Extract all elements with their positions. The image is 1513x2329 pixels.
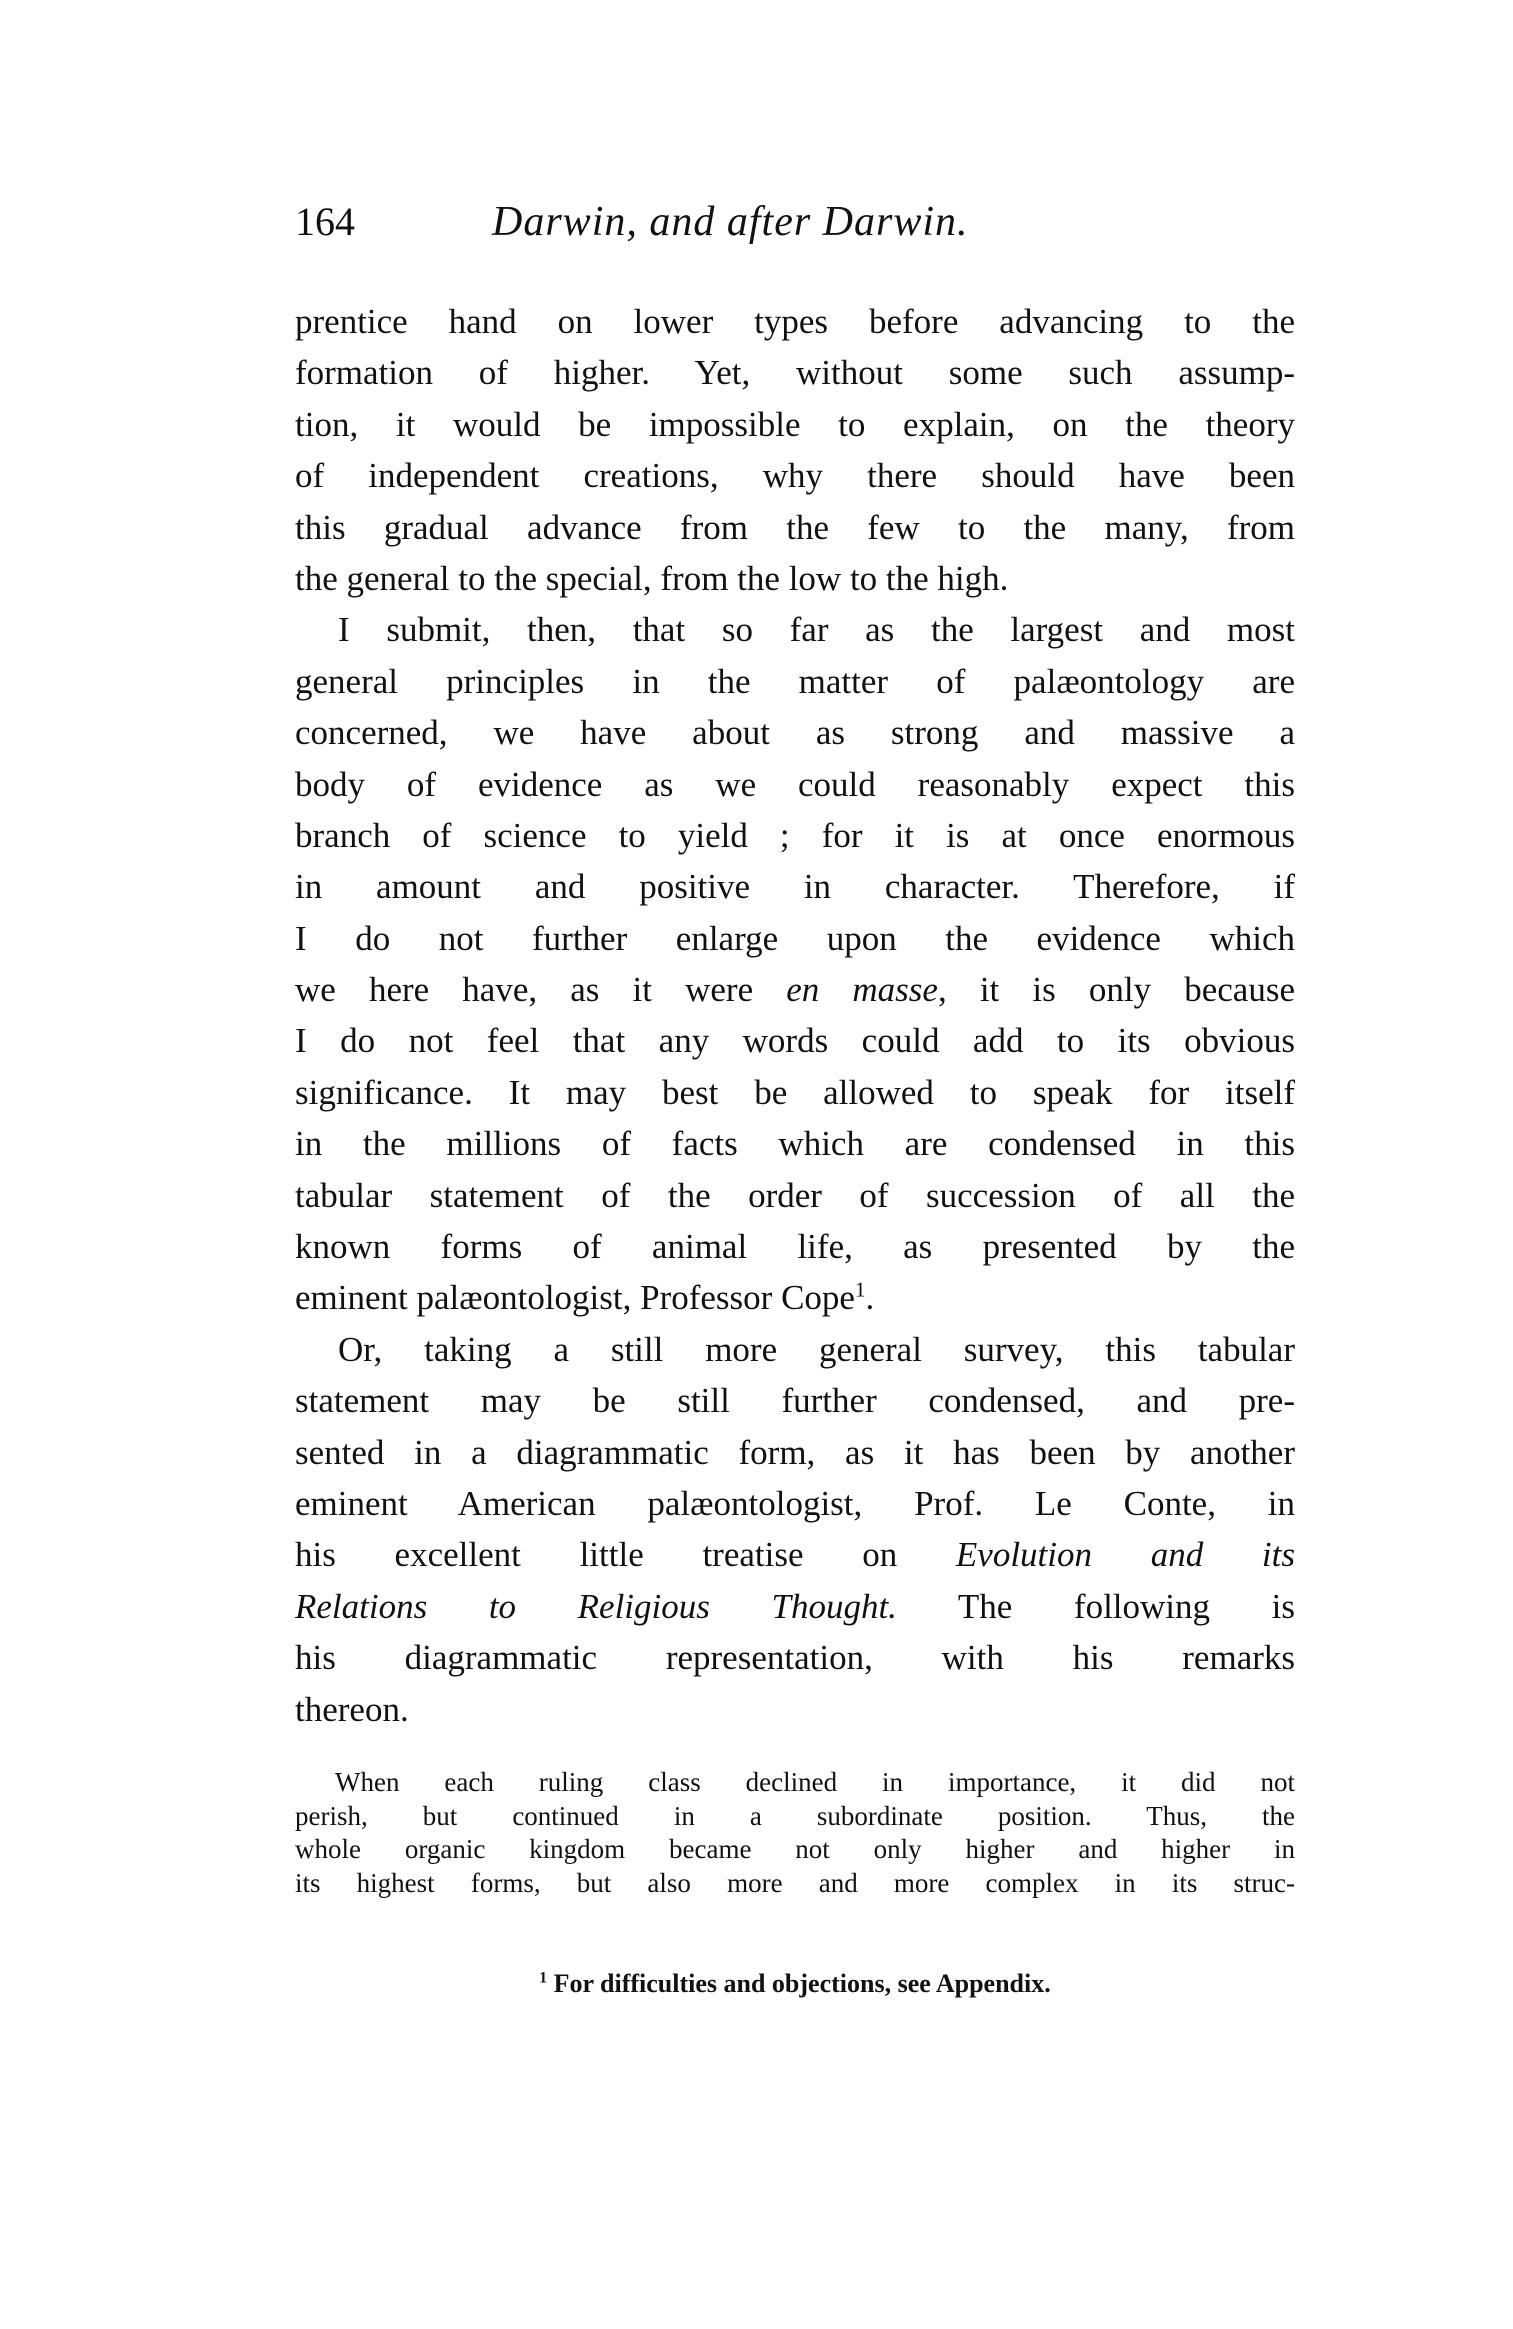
body-line: [295, 1529, 1295, 1580]
body-line: branch of science to yield ; for it is at once enormous: [295, 815, 1295, 855]
line-text: we here have, as it were: [295, 970, 787, 1010]
body-text: [295, 296, 1295, 1735]
body-line: tion, it would be impossible to explain, on the theory: [295, 404, 1295, 444]
body-line: [295, 1581, 1295, 1632]
running-title: Darwin, and after Darwin.: [492, 199, 969, 245]
quote-line: perish, but continued in a subordinate position. Thus, the: [295, 1800, 1295, 1831]
body-line: I do not further enlarge upon the evidence which: [295, 918, 1295, 958]
body-line: this gradual advance from the few to the many, from: [295, 507, 1295, 547]
quote-line: When each ruling class declined in importance, it did not: [335, 1767, 1295, 1797]
body-line: prentice hand on lower types before advancing to the: [295, 302, 1295, 341]
body-line: eminent American palæontologist, Prof. Le Conte, in: [295, 1483, 1295, 1523]
footnote-text: For difficulties and objections, see Appendix.: [553, 1969, 1051, 1998]
body-line: [295, 964, 1295, 1015]
body-line: his diagrammatic representation, with his remarks: [295, 1638, 1295, 1678]
footnote-reference[interactable]: 1: [854, 1277, 866, 1302]
body-line: Or, taking a still more general survey, this tabular: [338, 1329, 1295, 1369]
body-line: thereon.: [295, 1689, 409, 1729]
body-line: significance. It may best be allowed to speak for itself: [295, 1072, 1295, 1112]
line-text: .: [865, 1278, 875, 1318]
body-line: the general to the special, from the low to the high.: [295, 558, 1009, 598]
body-line: body of evidence as we could reasonably expect this: [295, 764, 1295, 804]
body-line: I do not feel that any words could add to its obvious: [295, 1021, 1295, 1061]
body-line: concerned, we have about as strong and massive a: [295, 713, 1295, 753]
line-text: , it is only because: [937, 970, 1295, 1010]
body-line: general principles in the matter of palæontology are: [295, 661, 1295, 701]
book-title: Relations to Religious Thought.: [295, 1586, 897, 1626]
footnote: [295, 1966, 1295, 2002]
quote-line: its highest forms, but also more and more complex in its struc-: [295, 1867, 1295, 1898]
page-header: [295, 192, 1295, 252]
footnote-marker: 1: [539, 1969, 548, 1987]
body-line: in the millions of facts which are condensed in this: [295, 1124, 1295, 1164]
page-number: 164: [295, 199, 355, 244]
body-line: in amount and positive in character. Therefore, if: [295, 867, 1295, 907]
body-line: formation of higher. Yet, without some such assump-: [295, 353, 1295, 393]
body-line: I submit, then, that so far as the largest and most: [338, 610, 1295, 650]
line-text: The following is: [896, 1586, 1295, 1626]
body-line: [295, 1272, 1295, 1323]
quote-line: whole organic kingdom became not only higher and higher in: [295, 1834, 1295, 1865]
line-text: eminent palæontologist, Professor Cope: [295, 1278, 855, 1318]
book-title: Evolution and its: [955, 1535, 1295, 1575]
body-line: known forms of animal life, as presented by the: [295, 1227, 1295, 1267]
body-line: statement may be still further condensed, and pre-: [295, 1381, 1295, 1421]
line-text: his excellent little treatise on: [295, 1535, 956, 1575]
body-line: of independent creations, why there should have been: [295, 456, 1295, 496]
block-quote: [295, 1766, 1295, 1900]
body-line: sented in a diagrammatic form, as it has been by another: [295, 1432, 1295, 1472]
italic-phrase: en masse: [786, 970, 938, 1010]
body-line: tabular statement of the order of succession of all the: [295, 1175, 1295, 1215]
